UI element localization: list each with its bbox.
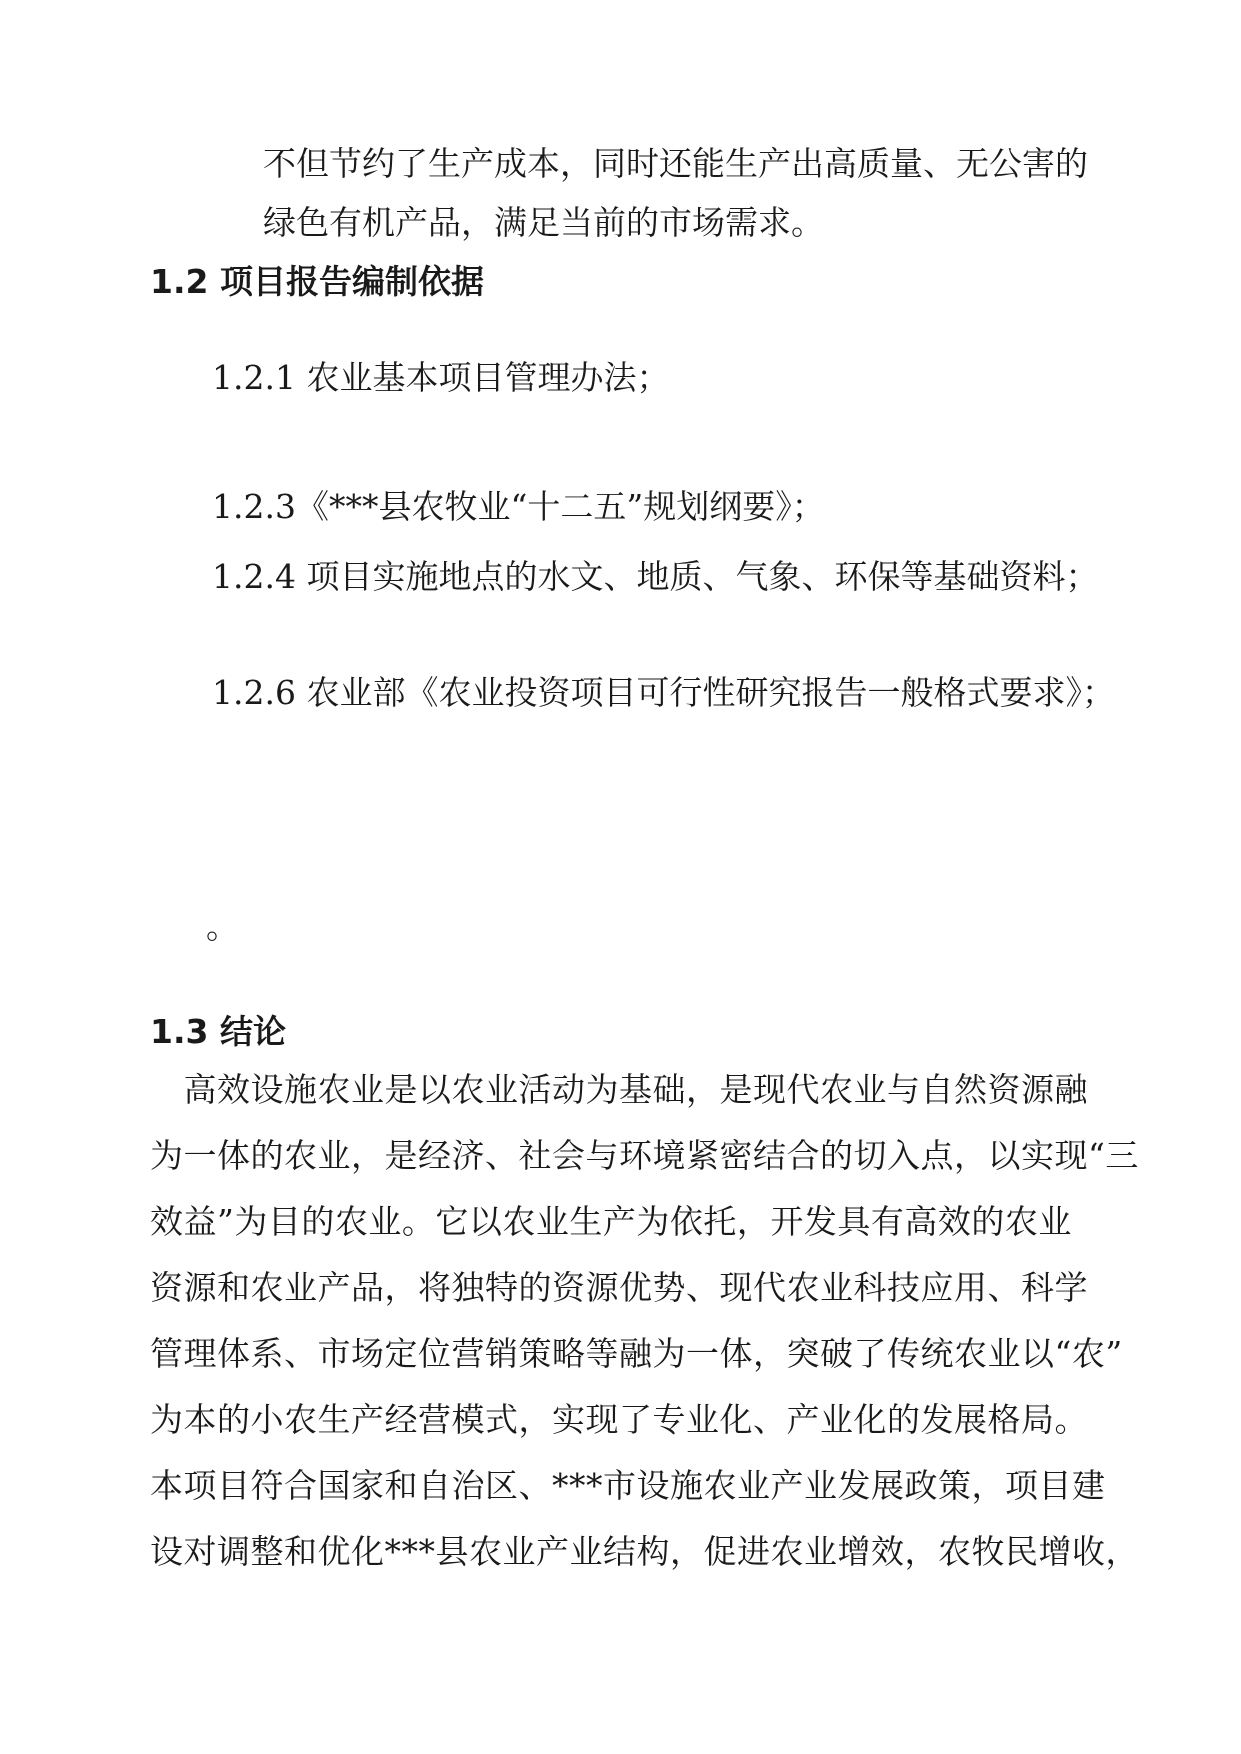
- basis-item-1-2-3: 1.2.3《***县农牧业“十二五”规划纲要》；: [212, 487, 825, 526]
- basis-item-1-2-4: 1.2.4 项目实施地点的水文、地质、气象、环保等基础资料；: [212, 557, 1099, 596]
- conclusion-line-2: 为一体的农业，是经济、社会与环境紧密结合的切入点，以实现“三: [150, 1136, 1139, 1175]
- section-1-2-heading: 1.2 项目报告编制依据: [150, 262, 484, 301]
- basis-item-1-2-6: 1.2.6 农业部《农业投资项目可行性研究报告一般格式要求》；: [212, 673, 1115, 712]
- conclusion-paragraph: [150, 1068, 1139, 1596]
- trailing-period: 。: [206, 907, 239, 946]
- basis-item-1-2-1: 1.2.1 农业基本项目管理办法；: [212, 358, 670, 397]
- conclusion-line-4: 资源和农业产品，将独特的资源优势、现代农业科技应用、科学: [150, 1268, 1088, 1307]
- conclusion-line-5: 管理体系、市场定位营销策略等融为一体，突破了传统农业以“农”: [150, 1334, 1123, 1373]
- conclusion-line-1: 高效设施农业是以农业活动为基础，是现代农业与自然资源融: [150, 1070, 1088, 1109]
- conclusion-line-3: 效益”为目的农业。它以农业生产为依托，开发具有高效的农业: [150, 1202, 1072, 1241]
- intro-line-2: 绿色有机产品，满足当前的市场需求。: [263, 203, 824, 242]
- intro-line-1: 不但节约了生产成本，同时还能生产出高质量、无公害的: [263, 144, 1088, 183]
- conclusion-line-7: 本项目符合国家和自治区、***市设施农业产业发展政策，项目建: [150, 1466, 1106, 1505]
- section-1-3-heading: 1.3 结论: [150, 1012, 286, 1051]
- conclusion-line-8: 设对调整和优化***县农业产业结构，促进农业增效，农牧民增收，: [150, 1532, 1139, 1571]
- conclusion-line-6: 为本的小农生产经营模式，实现了专业化、产业化的发展格局。: [150, 1400, 1088, 1439]
